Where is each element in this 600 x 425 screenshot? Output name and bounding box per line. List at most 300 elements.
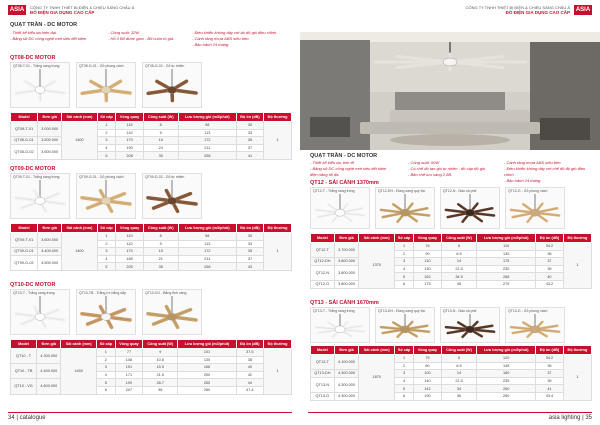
thumb-caption: QT10-VG - Bằng tỉnh vàng bbox=[145, 291, 187, 295]
spec-cell: 180 bbox=[477, 370, 536, 378]
thumb-caption: QT13-T - Trắng sang trọng bbox=[313, 309, 355, 313]
table-row bbox=[11, 379, 292, 387]
spec-cell: 115 bbox=[116, 122, 143, 130]
spec-cell: 37 bbox=[236, 144, 263, 152]
spec-cell: 34.2 bbox=[536, 355, 564, 363]
column-header: Lưu lượng gió (m3/phút) bbox=[477, 346, 536, 355]
column-header: Model bbox=[311, 234, 335, 243]
price-cell: 3.600.000 bbox=[38, 233, 62, 248]
spec-cell: 100 bbox=[414, 370, 442, 378]
product-thumbs bbox=[310, 307, 565, 343]
thumb-caption: QT12-T - Trắng sang trọng bbox=[313, 189, 355, 193]
column-header: Vòng quay bbox=[414, 234, 442, 243]
spec-cell: 208 bbox=[116, 152, 143, 160]
spec-cell: 172 bbox=[178, 137, 236, 145]
column-header: Sải cánh (mm) bbox=[62, 224, 97, 233]
spec-cell: 36 bbox=[441, 392, 476, 400]
product-thumb[interactable] bbox=[10, 289, 70, 335]
spec-cell: 110 bbox=[414, 258, 442, 266]
feature-item: - Bảng sử DC công nghệ mới siêu tiết kiệm bbox=[310, 166, 387, 171]
table-header-row bbox=[11, 340, 292, 349]
model-cell: QT10 - VG bbox=[11, 379, 37, 394]
column-header: Độ thường bbox=[563, 346, 591, 355]
feature-item: - Thiết kế kiểu dạ hiện đại. bbox=[10, 30, 57, 35]
column-header: Vòng quay bbox=[116, 113, 143, 122]
warranty-cell: 1 bbox=[563, 243, 591, 289]
spec-table bbox=[310, 345, 592, 401]
column-header: Số cấp bbox=[395, 234, 414, 243]
feature-item: - Cánh tăng nhựa ABS siêu bền. bbox=[192, 36, 250, 41]
spec-cell: 43 bbox=[236, 263, 263, 271]
product-thumb[interactable] bbox=[76, 289, 136, 335]
spec-cell: 43.4 bbox=[536, 392, 564, 400]
spec-cell: 9 bbox=[143, 240, 178, 248]
column-header: Độ thường bbox=[264, 224, 292, 233]
spec-cell: 21.5 bbox=[441, 265, 476, 273]
price-cell: 3.800.000 bbox=[334, 265, 359, 280]
spec-cell: 6 bbox=[395, 392, 414, 400]
spec-cell: 77 bbox=[115, 349, 142, 357]
product-thumb[interactable] bbox=[10, 173, 70, 219]
spec-cell: 280 bbox=[477, 392, 536, 400]
spec-cell: 1 bbox=[97, 122, 116, 130]
column-header: Công suất (W) bbox=[441, 234, 476, 243]
spec-cell: 142 bbox=[116, 240, 143, 248]
table-header-row bbox=[311, 346, 592, 355]
column-header: Vòng quay bbox=[414, 346, 442, 355]
table-header-row bbox=[11, 224, 292, 233]
spec-cell: 1 bbox=[96, 349, 115, 357]
spec-cell: 170 bbox=[116, 248, 143, 256]
table-row bbox=[311, 243, 592, 251]
spec-cell: 36 bbox=[536, 250, 564, 258]
product-thumb[interactable] bbox=[10, 62, 70, 108]
spec-cell: 3 bbox=[395, 258, 414, 266]
price-cell: 3.700.000 bbox=[334, 243, 359, 258]
spec-cell: 3 bbox=[96, 364, 115, 372]
product-group-title: QT09-DC MOTOR bbox=[10, 166, 56, 172]
thumb-caption: QT09-G-02 - Gỗ tự nhiên bbox=[145, 175, 185, 179]
column-header: Độ ồn (dB) bbox=[536, 234, 564, 243]
table-header-row bbox=[11, 113, 292, 122]
price-cell: 3.600.000 bbox=[38, 144, 62, 159]
spec-cell: 8 bbox=[143, 122, 178, 130]
ceiling-fan-icon bbox=[78, 69, 134, 107]
column-header: Độ thường bbox=[264, 113, 292, 122]
spec-cell: 40 bbox=[236, 364, 263, 372]
spec-cell: 108 bbox=[115, 356, 142, 364]
model-cell: QT09-G-01 bbox=[11, 248, 38, 256]
spec-cell: 190 bbox=[115, 379, 142, 387]
spec-cell: 38 bbox=[236, 356, 263, 364]
spec-cell: 2 bbox=[395, 362, 414, 370]
feature-item: - Bảng sử DC công nghệ mới siêu tiết kiệm bbox=[10, 36, 87, 41]
table-row bbox=[11, 144, 292, 152]
spec-cell: 152 bbox=[414, 273, 442, 281]
thumb-caption: QT08-G-01 - Gỗ phong cách bbox=[79, 64, 124, 68]
product-thumb[interactable] bbox=[76, 62, 136, 108]
price-cell: 4.300.000 bbox=[37, 349, 61, 364]
product-thumbs bbox=[310, 187, 565, 229]
spec-cell: 34 bbox=[441, 385, 476, 393]
company-line: CÔNG TY TNHH THIẾT BỊ ĐIỆN & CHIẾU SÁNG CHÂU Á bbox=[30, 5, 135, 10]
column-header: Độ thường bbox=[264, 340, 292, 349]
feature-list-3 bbox=[504, 160, 596, 184]
spec-cell: 280 bbox=[178, 386, 236, 394]
spec-cell: 5 bbox=[96, 379, 115, 387]
thumb-caption: QT13-N - Nâu cà phê bbox=[443, 309, 477, 313]
column-header: Công suất (W) bbox=[143, 113, 178, 122]
spec-cell: 175 bbox=[414, 280, 442, 288]
spec-cell: 8 bbox=[143, 233, 178, 241]
product-thumb[interactable] bbox=[505, 307, 565, 343]
spec-cell: 98 bbox=[178, 233, 236, 241]
spec-cell: 47.4 bbox=[236, 386, 263, 394]
model-cell: QT12-DH bbox=[311, 258, 335, 266]
spec-cell: 14 bbox=[441, 370, 476, 378]
spec-cell: 35 bbox=[143, 263, 178, 271]
feature-list-1 bbox=[10, 30, 100, 42]
column-header: Độ ồn (dB) bbox=[536, 346, 564, 355]
column-header: Vòng quay bbox=[115, 340, 142, 349]
column-header: Lưu lượng gió (m3/phút) bbox=[178, 224, 236, 233]
thumb-caption: QT08-G-02 - Gỗ tự nhiên bbox=[145, 64, 185, 68]
product-thumb[interactable] bbox=[310, 307, 370, 343]
price-cell: 4.600.000 bbox=[37, 379, 61, 394]
spec-cell: 30 bbox=[236, 233, 263, 241]
spec-cell: 39 bbox=[536, 265, 564, 273]
feature-item: - Công suất: 32W bbox=[108, 30, 140, 35]
span-cell: 1400 bbox=[62, 233, 97, 271]
spec-cell: 2 bbox=[97, 240, 116, 248]
column-header: Lưu lượng gió (m3/phút) bbox=[178, 113, 236, 122]
column-header: Vòng quay bbox=[116, 224, 143, 233]
thumb-caption: QT12-G - Gỗ phong cách bbox=[508, 189, 548, 193]
spec-cell: 3 bbox=[97, 248, 116, 256]
column-header: Số cấp bbox=[395, 346, 414, 355]
spec-cell: 1 bbox=[97, 233, 116, 241]
page-footer: asia lighting | 35 bbox=[548, 415, 592, 421]
spec-cell: 2 bbox=[395, 250, 414, 258]
footer-divider bbox=[308, 412, 592, 413]
table-row bbox=[311, 377, 592, 385]
spec-cell: 171 bbox=[115, 371, 142, 379]
spec-cell: 35 bbox=[236, 137, 263, 145]
table-row bbox=[311, 392, 592, 400]
feature-item: điện năng tối đa. bbox=[310, 172, 340, 177]
spec-cell: 190 bbox=[116, 144, 143, 152]
spec-cell: 30 bbox=[236, 122, 263, 130]
feature-item: - Công suất: 50W bbox=[408, 160, 440, 165]
spec-cell: 30 bbox=[143, 152, 178, 160]
price-cell: 4.400.000 bbox=[37, 364, 61, 379]
table-row bbox=[311, 280, 592, 288]
ceiling-fan-icon bbox=[442, 314, 498, 342]
column-header: Công suất (W) bbox=[143, 340, 178, 349]
price-cell: 3.500.000 bbox=[38, 137, 62, 145]
ceiling-fan-icon bbox=[144, 296, 200, 334]
column-header: Công suất (W) bbox=[441, 346, 476, 355]
spec-cell: 4 bbox=[97, 255, 116, 263]
company-tagline: ĐỒ ĐIỆN GIA DỤNG CAO CẤP bbox=[505, 10, 570, 15]
logo-mark: ASIA bbox=[9, 7, 25, 13]
table-row bbox=[11, 233, 292, 241]
column-header: Độ ồn (dB) bbox=[236, 113, 263, 122]
model-cell: QT09-G-02 bbox=[11, 255, 38, 270]
span-cell: 1370 bbox=[359, 243, 395, 289]
footer-divider bbox=[8, 412, 292, 413]
spec-cell: 80 bbox=[414, 362, 442, 370]
spec-cell: 35 bbox=[536, 362, 564, 370]
span-cell: 1400 bbox=[62, 122, 97, 160]
spec-cell: 2 bbox=[96, 356, 115, 364]
table-header-row bbox=[311, 234, 592, 243]
column-header: Lưu lượng gió (m3/phút) bbox=[477, 234, 536, 243]
warranty-cell: 1 bbox=[563, 355, 591, 401]
table-row bbox=[11, 255, 292, 263]
spec-cell: 4 bbox=[96, 371, 115, 379]
spec-cell: 6.5 bbox=[441, 250, 476, 258]
table-row bbox=[311, 370, 592, 378]
ceiling-fan-icon bbox=[12, 69, 68, 107]
spec-cell: 175 bbox=[477, 258, 536, 266]
feature-item: - Bảo hành 24 tháng. bbox=[192, 42, 230, 47]
spec-cell: 9 bbox=[143, 349, 178, 357]
product-thumbs bbox=[10, 289, 202, 335]
thumb-caption: QT10-T - Trắng sang trọng bbox=[13, 291, 55, 295]
model-cell: QT10 - TB bbox=[11, 364, 37, 379]
spec-cell: 1 bbox=[395, 243, 414, 251]
spec-cell: 258 bbox=[178, 263, 236, 271]
column-header: Đơn giá bbox=[38, 113, 62, 122]
model-cell: QT13-DH bbox=[311, 370, 335, 378]
spec-cell: 4 bbox=[395, 377, 414, 385]
ceiling-fan-icon bbox=[12, 180, 68, 218]
product-group-title: QT10-DC MOTOR bbox=[10, 282, 56, 288]
spec-cell: 172 bbox=[178, 248, 236, 256]
column-header: Model bbox=[11, 224, 38, 233]
price-cell: 3.800.000 bbox=[334, 258, 359, 266]
feature-list-2 bbox=[108, 30, 188, 42]
spec-cell: 21 bbox=[143, 255, 178, 263]
spec-cell: 76 bbox=[414, 243, 442, 251]
product-thumb[interactable] bbox=[142, 62, 202, 108]
spec-table bbox=[310, 233, 592, 289]
spec-cell: 9 bbox=[143, 129, 178, 137]
spec-cell: 145 bbox=[477, 362, 536, 370]
section-title: QUẠT TRẦN - DC MOTOR bbox=[10, 22, 78, 28]
spec-cell: 16 bbox=[143, 137, 178, 145]
column-header: Độ ồn (dB) bbox=[236, 340, 263, 349]
price-cell: 4.300.000 bbox=[334, 370, 359, 378]
price-cell: 4.300.000 bbox=[334, 392, 359, 400]
spec-cell: 33 bbox=[236, 129, 263, 137]
feature-item: - Bảo hành 24 tháng. bbox=[504, 178, 542, 183]
column-header: Công suất (W) bbox=[143, 224, 178, 233]
thumb-caption: QT08-T-01 - Trắng sang trọng bbox=[13, 64, 60, 68]
ceiling-fan-icon bbox=[377, 194, 433, 228]
spec-cell: 260 bbox=[477, 385, 536, 393]
table-row bbox=[11, 349, 292, 357]
thumb-caption: QT13-G - Gỗ phong cách bbox=[508, 309, 548, 313]
model-cell: QT08-G-02 bbox=[11, 144, 38, 159]
spec-cell: 113 bbox=[178, 129, 236, 137]
spec-cell: 151 bbox=[115, 364, 142, 372]
spec-cell: 75 bbox=[414, 355, 442, 363]
column-header: Model bbox=[311, 346, 335, 355]
spec-cell: 279 bbox=[477, 280, 536, 288]
page-footer: 34 | catalogue bbox=[8, 415, 46, 421]
catalogue-page-right bbox=[300, 0, 600, 425]
model-cell: QT10 - T bbox=[11, 349, 37, 364]
product-thumb[interactable] bbox=[375, 187, 435, 229]
ceiling-fan-icon bbox=[507, 314, 563, 342]
model-cell: QT13-T bbox=[311, 355, 335, 370]
feature-item: - Cánh tăng nhựa ABS siêu bền. bbox=[504, 160, 562, 165]
spec-cell: 5 bbox=[395, 385, 414, 393]
spec-table bbox=[10, 223, 292, 271]
spec-cell: 130 bbox=[414, 265, 442, 273]
company-tagline: ĐỒ ĐIỆN GIA DỤNG CAO CẤP bbox=[30, 10, 95, 15]
spec-cell: 21.5 bbox=[441, 377, 476, 385]
spec-cell: 24 bbox=[143, 144, 178, 152]
model-cell: QT12-T bbox=[311, 243, 335, 258]
spec-cell: 185 bbox=[116, 255, 143, 263]
column-header: Sải cánh (mm) bbox=[61, 340, 96, 349]
spec-cell: 41 bbox=[536, 385, 564, 393]
spec-cell: 142 bbox=[116, 129, 143, 137]
product-thumb[interactable] bbox=[375, 307, 435, 343]
column-header: Số cấp bbox=[97, 224, 116, 233]
spec-cell: 5 bbox=[441, 355, 476, 363]
product-thumb[interactable] bbox=[142, 289, 202, 335]
spec-cell: 45 bbox=[441, 280, 476, 288]
product-thumb[interactable] bbox=[440, 307, 500, 343]
product-thumbs bbox=[10, 173, 202, 219]
ceiling-fan-icon bbox=[312, 194, 368, 228]
price-cell: 3.800.000 bbox=[334, 280, 359, 288]
spec-cell: 211 bbox=[178, 144, 236, 152]
section-title: QUẠT TRẦN - DC MOTOR bbox=[310, 153, 378, 159]
company-line: CÔNG TY TNHH THIẾT BỊ ĐIỆN & CHIẾU SÁNG CHÂU Á bbox=[465, 5, 570, 10]
ceiling-fan-icon bbox=[144, 180, 200, 218]
spec-cell: 90 bbox=[414, 250, 442, 258]
logo-mark: ASIA bbox=[575, 7, 591, 13]
spec-cell: 37.5 bbox=[236, 349, 263, 357]
spec-cell: 34.5 bbox=[441, 273, 476, 281]
spec-cell: 101 bbox=[178, 349, 236, 357]
table-row bbox=[11, 122, 292, 130]
column-header: Đơn giá bbox=[38, 224, 62, 233]
spec-cell: 6.5 bbox=[441, 362, 476, 370]
table-row bbox=[11, 364, 292, 372]
spec-cell: 15.5 bbox=[143, 364, 178, 372]
feature-list-2 bbox=[408, 160, 498, 178]
spec-cell: 4 bbox=[97, 144, 116, 152]
spec-cell: 28.7 bbox=[143, 379, 178, 387]
product-thumb[interactable] bbox=[310, 187, 370, 229]
spec-cell: 44 bbox=[236, 379, 263, 387]
product-thumb[interactable] bbox=[440, 187, 500, 229]
column-header: Độ ồn (dB) bbox=[236, 224, 263, 233]
table-row bbox=[311, 265, 592, 273]
model-cell: QT12-G bbox=[311, 280, 335, 288]
spec-cell: 170 bbox=[116, 137, 143, 145]
header-brand-text bbox=[30, 5, 134, 15]
spec-cell: 6 bbox=[441, 243, 476, 251]
feature-list-1 bbox=[310, 160, 400, 178]
spec-cell: 2 bbox=[97, 129, 116, 137]
thumb-caption: QT10-TB - Trắng ức bằng sắp bbox=[79, 291, 126, 295]
product-thumb[interactable] bbox=[142, 173, 202, 219]
price-cell: 3.000.000 bbox=[38, 122, 62, 137]
column-header: Sải cánh (mm) bbox=[62, 113, 97, 122]
brand-logo bbox=[574, 5, 592, 15]
spec-table bbox=[10, 112, 292, 160]
spec-cell: 37 bbox=[536, 370, 564, 378]
table-row bbox=[11, 248, 292, 256]
spec-cell: 10.8 bbox=[143, 356, 178, 364]
span-cell: 1450 bbox=[61, 349, 96, 395]
model-cell: QT13-N bbox=[311, 377, 335, 392]
thumb-caption: QT12-DH - Đồng sang quý tộc bbox=[378, 189, 426, 193]
warranty-cell: 1 bbox=[264, 122, 292, 160]
spec-cell: 268 bbox=[477, 273, 536, 281]
product-group-title: QT12 - SẢI CÁNH 1370mm bbox=[310, 180, 379, 186]
living-room-photo bbox=[300, 32, 600, 150]
column-header: Đơn giá bbox=[37, 340, 61, 349]
product-thumb[interactable] bbox=[76, 173, 136, 219]
spec-cell: 41 bbox=[236, 152, 263, 160]
spec-cell: 35 bbox=[236, 248, 263, 256]
column-header: Số cấp bbox=[97, 113, 116, 122]
thumb-caption: QT09-G-01 - Gỗ phong cách bbox=[79, 175, 124, 179]
price-cell: 4.500.000 bbox=[38, 255, 62, 270]
warranty-cell: 1 bbox=[264, 349, 292, 395]
product-group-title: QT08-DC MOTOR bbox=[10, 55, 56, 61]
spec-cell: 142 bbox=[414, 385, 442, 393]
thumb-caption: QT13-DH - Đồng sang quý tộc bbox=[378, 309, 426, 313]
model-cell: QT08-G-01 bbox=[11, 137, 38, 145]
spec-cell: 235 bbox=[477, 377, 536, 385]
spec-cell: 258 bbox=[178, 152, 236, 160]
product-group-title: QT13 - SẢI CÁNH 1670mm bbox=[310, 300, 379, 306]
ceiling-fan-icon bbox=[78, 296, 134, 334]
spec-cell: 230 bbox=[477, 265, 536, 273]
spec-cell: 14 bbox=[441, 258, 476, 266]
ceiling-fan-icon bbox=[144, 69, 200, 107]
spec-cell: 113 bbox=[178, 240, 236, 248]
spec-cell: 205 bbox=[116, 263, 143, 271]
spec-cell: 110 bbox=[477, 243, 536, 251]
spec-cell: 119 bbox=[116, 233, 143, 241]
spec-cell: 43.2 bbox=[536, 280, 564, 288]
product-thumbs bbox=[10, 62, 202, 108]
column-header: Đơn giá bbox=[334, 346, 359, 355]
product-thumb[interactable] bbox=[505, 187, 565, 229]
spec-cell: 37 bbox=[536, 258, 564, 266]
column-header: Model bbox=[11, 340, 37, 349]
spec-table bbox=[10, 339, 292, 395]
column-header: Sải cánh (mm) bbox=[359, 234, 395, 243]
header-brand-text bbox=[466, 5, 570, 15]
column-header: Lưu lượng gió (m3/phút) bbox=[178, 340, 236, 349]
table-row bbox=[11, 137, 292, 145]
model-cell: QT09-T-01 bbox=[11, 233, 38, 248]
spec-cell: 250 bbox=[178, 371, 236, 379]
spec-cell: 250 bbox=[178, 379, 236, 387]
ceiling-fan-icon bbox=[442, 194, 498, 228]
